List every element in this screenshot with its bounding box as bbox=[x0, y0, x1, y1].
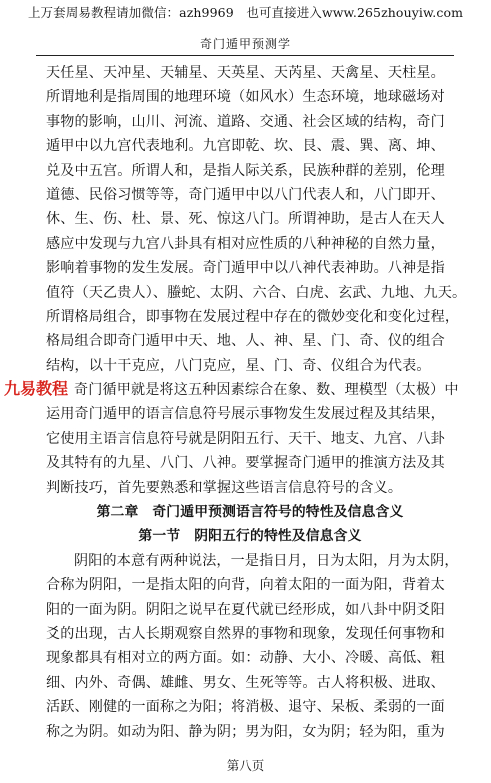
text-line: 天任星、天冲星、天辅星、天英星、天芮星、天禽星、天柱星。 bbox=[46, 65, 445, 81]
promo-banner: 上万套周易教程请加微信：azh9969 也可直接进入www.265zhouyiw.com bbox=[27, 5, 464, 20]
text-line: 休、生、伤、杜、景、死、惊这八门。所谓神助，是古人在天人 bbox=[46, 211, 445, 228]
text-line: 感应中发现与九宫八卦具有相对应性质的八种神秘的自然力量， bbox=[46, 235, 445, 252]
text-line: 爻的出现，古人长期观察自然界的事物和现象，发现任何事物和 bbox=[46, 625, 445, 642]
text-line: 阳的一面为阴。阴阳之说早在夏代就已经形成，如八卦中阴爻阳 bbox=[46, 601, 445, 618]
section-heading: 第一节 阴阳五行的特性及信息含义 bbox=[138, 528, 362, 545]
chapter-heading: 第二章 奇门遁甲预测语言符号的特性及信息含义 bbox=[96, 504, 404, 521]
text-line: 运用奇门遁甲的语言信息符号展示事物发生发展过程及其结果， bbox=[46, 406, 445, 423]
text-line: 及其特有的九星、八门、八神。要掌握奇门遁甲的推演方法及其 bbox=[46, 455, 445, 472]
paragraph-start-line: 奇门循甲就是将这五种因素综合在象、数、理模型（太极）中 bbox=[74, 382, 459, 399]
running-title: 奇门遁甲预测学 bbox=[199, 37, 291, 51]
text-line: 判断技巧，首先要熟悉和掌握这些语言信息符号的含义。 bbox=[46, 479, 403, 496]
text-line: 所谓格局组合，即事物在发展过程中存在的微妙变化和变化过程， bbox=[46, 308, 460, 325]
text-line: 遁甲中以九宫代表地利。九宫即乾、坎、艮、震、巽、离、坤、 bbox=[46, 138, 445, 155]
text-line: 兑及中五宫。所谓人和，是指人际关系，民族种群的差别，伦理 bbox=[46, 162, 445, 179]
text-line: 现象都具有相对立的两方面。如：动静、大小、冷暖、高低、粗 bbox=[46, 650, 445, 667]
watermark-logo: 九易教程 bbox=[4, 379, 69, 398]
text-line: 合称为阴阳，一是指太阳的向背，向着太阳的一面为阳，背着太 bbox=[46, 577, 445, 594]
text-line: 道德、民俗习惯等等，奇门遁甲中以八门代表人和，八门即开、 bbox=[46, 186, 445, 203]
text-line: 称之为阴。如动为阳、静为阴；男为阳，女为阴；轻为阳，重为 bbox=[46, 723, 445, 740]
text-line: 值符（天乙贵人）、螣蛇、太阴、六合、白虎、玄武、九地、九天。 bbox=[46, 284, 467, 301]
paragraph-start-line: 阴阳的本意有两种说法，一是指日月，日为太阳，月为太阴， bbox=[74, 552, 459, 569]
text-line: 影响着事物的发生发展。奇门遁甲中以八神代表神助。八神是指 bbox=[46, 260, 445, 277]
text-line: 结构，以十干克应，八门克应，星、门、奇、仪组合为代表。 bbox=[46, 357, 431, 374]
text-line: 所谓地利是指周围的地理环境（如风水）生态环境，地球磁场对 bbox=[46, 89, 445, 106]
page-number: 第八页 bbox=[226, 758, 265, 773]
text-line: 它使用主语言信息符号就是阴阳五行、天干、地支、九宫、八卦 bbox=[46, 430, 445, 447]
text-line: 格局组合即奇门遁甲中天、地、人、神、星、门、奇、仪的组合 bbox=[46, 333, 445, 350]
text-line: 活跃、刚健的一面称之为阳；将消极、退守、呆板、柔弱的一面 bbox=[46, 699, 445, 716]
text-line: 细、内外、奇偶、雄雌、男女、生死等等。古人将积极、进取、 bbox=[46, 674, 445, 691]
header-rule bbox=[36, 55, 454, 56]
body-text bbox=[46, 61, 467, 744]
text-line: 事物的影响，山川、河流、道路、交通、社会区域的结构，奇门 bbox=[46, 113, 445, 130]
